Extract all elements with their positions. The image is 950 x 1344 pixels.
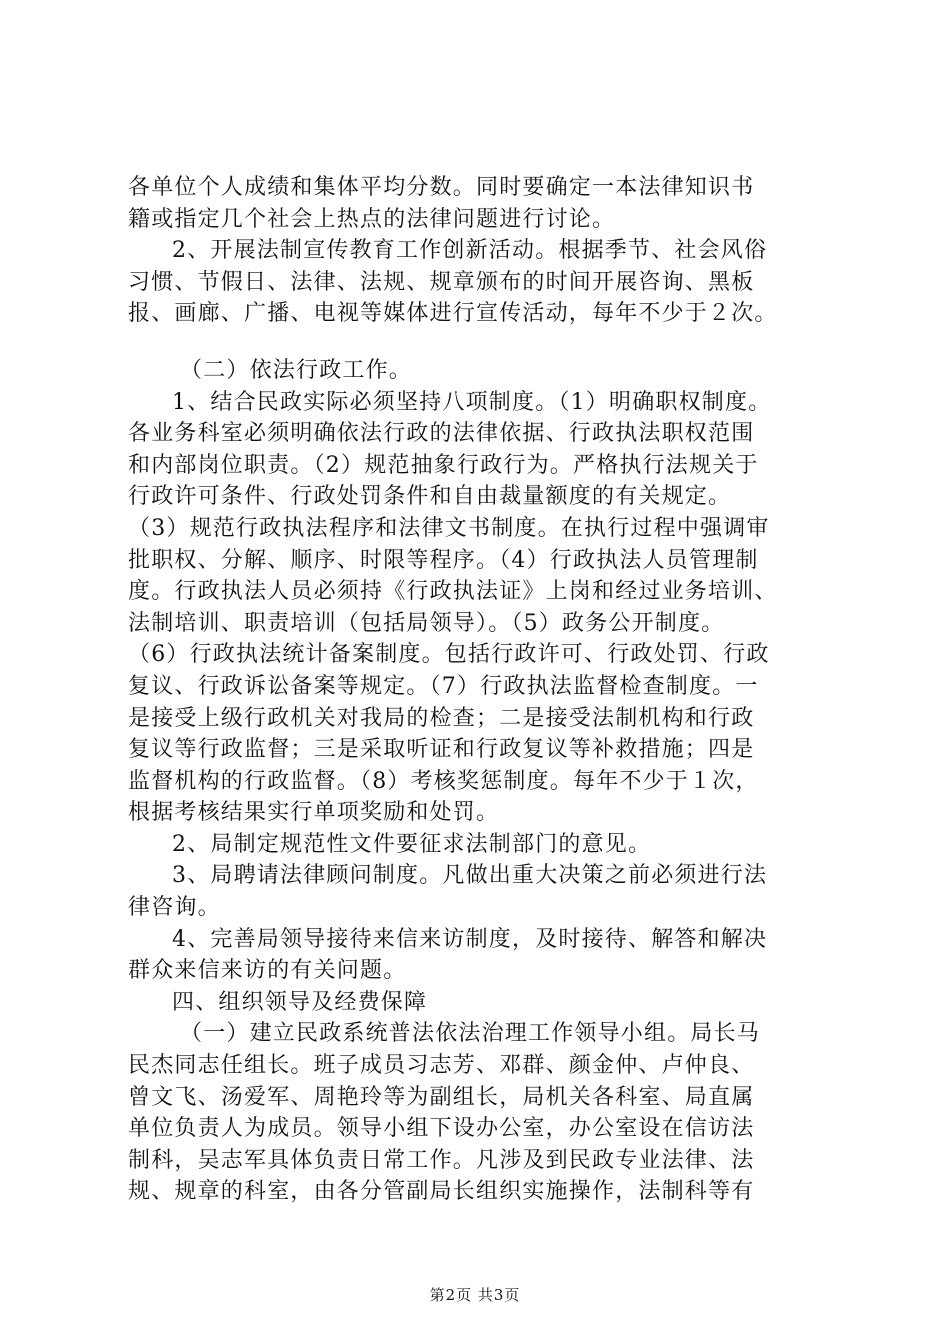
document-body	[128, 172, 828, 1208]
text-line: 单位负责人为成员。领导小组下设办公室，办公室设在信访法	[128, 1116, 755, 1142]
section-heading: 四、组织领导及经费保障	[172, 989, 428, 1015]
text-line: 制科，吴志军具体负责日常工作。凡涉及到民政专业法律、法	[128, 1147, 755, 1173]
text-line: 2、局制定规范性文件要征求法制部门的意见。	[172, 831, 652, 857]
text-line: （3）规范行政执法程序和法律文书制度。在执行过程中强调审	[128, 515, 770, 541]
text-line: 籍或指定几个社会上热点的法律问题进行讨论。	[128, 206, 616, 232]
text-line: 度。行政执法人员必须持《行政执法证》上岗和经过业务培训、	[128, 579, 778, 605]
text-line: 各业务科室必须明确依法行政的法律依据、行政执法职权范围	[128, 421, 755, 447]
page-footer	[0, 1284, 950, 1305]
text-line: 法制培训、职责培训（包括局领导）。（5）政务公开制度。	[128, 610, 725, 636]
text-line: 和内部岗位职责。（2）规范抽象行政行为。严格执行法规关于	[128, 452, 759, 478]
text-line: 3、局聘请法律顾问制度。凡做出重大决策之前必须进行法	[172, 863, 768, 889]
text-line: 复议、行政诉讼备案等规定。（7）行政执法监督检查制度。一	[128, 673, 759, 699]
text-line: 曾文飞、汤爱军、周艳玲等为副组长，局机关各科室、局直属	[128, 1084, 755, 1110]
text-line: 是接受上级行政机关对我局的检查；二是接受法制机构和行政	[128, 705, 755, 731]
text-line: 报、画廊、广播、电视等媒体进行宣传活动，每年不少于２次。	[128, 301, 778, 327]
text-line: 监督机构的行政监督。（8）考核奖惩制度。每年不少于１次，	[128, 768, 759, 794]
text-line: 根据考核结果实行单项奖励和处罚。	[128, 800, 500, 826]
page-number: 第2页 共3页	[429, 1286, 521, 1304]
text-line: 律咨询。	[128, 895, 221, 921]
text-line: 群众来信来访的有关问题。	[128, 958, 407, 984]
text-line: 4、完善局领导接待来信来访制度，及时接待、解答和解决	[172, 926, 768, 952]
section-heading: （二）依法行政工作。	[180, 357, 413, 383]
text-line: 习惯、节假日、法律、法规、规章颁布的时间开展咨询、黑板	[128, 269, 755, 295]
text-line: 各单位个人成绩和集体平均分数。同时要确定一本法律知识书	[128, 175, 755, 200]
text-line: 2、开展法制宣传教育工作创新活动。根据季节、社会风俗	[172, 238, 768, 264]
text-line: 行政许可条件、行政处罚条件和自由裁量额度的有关规定。	[128, 484, 732, 510]
paragraph-gap	[128, 330, 828, 355]
text-line: 规、规章的科室，由各分管副局长组织实施操作，法制科等有	[128, 1179, 755, 1205]
text-line: （6）行政执法统计备案制度。包括行政许可、行政处罚、行政	[128, 642, 770, 668]
text-line: 民杰同志任组长。班子成员习志芳、邓群、颜金仲、卢仲良、	[128, 1053, 755, 1079]
text-line: 1、结合民政实际必须坚持八项制度。（1）明确职权制度。	[172, 389, 772, 415]
text-line: （一）建立民政系统普法依法治理工作领导小组。局长马	[180, 1021, 761, 1047]
text-line: 批职权、分解、顺序、时限等程序。（4）行政执法人员管理制	[128, 547, 759, 573]
text-line: 复议等行政监督；三是采取听证和行政复议等补救措施；四是	[128, 737, 755, 763]
